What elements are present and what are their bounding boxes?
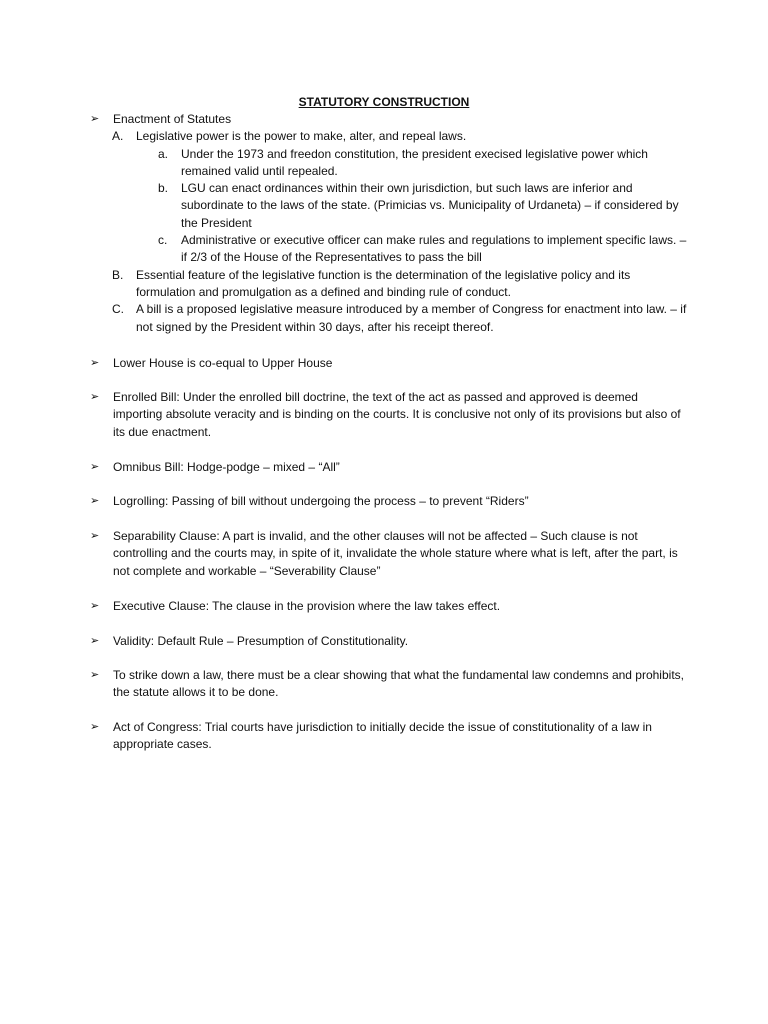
sublist-item-a: [90, 146, 690, 181]
arrow-bullet-icon: ➢: [90, 600, 100, 612]
sublist-item-text: Administrative or executive officer can make rules and regulations to implement specific laws. – if 2/3 of the House of the Representatives to pass the bill: [181, 233, 687, 265]
bullet-text: Enrolled Bill: Under the enrolled bill doctrine, the text of the act as passed and approved is deemed importing absolute veracity and is binding on the courts. It is conclusive not only of its provisions but also of its due enactment.: [113, 390, 681, 439]
list-item-a: [90, 128, 690, 145]
bullet-text: To strike down a law, there must be a clear showing that what the fundamental law condemns and prohibits, the statute allows it to be done.: [113, 668, 684, 700]
bullet-text: Lower House is co-equal to Upper House: [113, 356, 333, 370]
arrow-bullet-icon: ➢: [90, 721, 100, 733]
sublist-marker: c.: [158, 233, 168, 248]
bullet-text: Separability Clause: A part is invalid, and the other clauses will not be affected – Such clause is not controlling and the courts may, in spite of it, invalidate the whole stature where what is left, after the part, is not complete and workable – “Severability Clause”: [113, 529, 678, 578]
sublist-marker: a.: [158, 146, 169, 161]
sublist-item-text: Under the 1973 and freedon constitution, the president execised legislative power which remained valid until repealed.: [181, 146, 648, 178]
arrow-bullet-icon: ➢: [90, 635, 100, 647]
arrow-bullet-icon: ➢: [90, 113, 100, 125]
bullet-item-lower-house: [90, 355, 690, 372]
list-item-c: [90, 301, 690, 336]
sublist-item-b: [90, 180, 690, 232]
bullet-text: Omnibus Bill: Hodge-podge – mixed – “All”: [113, 460, 340, 474]
arrow-bullet-icon: ➢: [90, 391, 100, 403]
arrow-bullet-icon: ➢: [90, 461, 100, 473]
list-item-text: Essential feature of the legislative function is the determination of the legislative policy and its formulation and promulgation as a defined and binding rule of conduct.: [136, 267, 631, 299]
bullet-item-executive-clause: [90, 598, 690, 615]
list-marker: C.: [112, 302, 124, 317]
arrow-bullet-icon: ➢: [90, 669, 100, 681]
list-item-text: A bill is a proposed legislative measure introduced by a member of Congress for enactment into law. – if not signed by the President within 30 days, after his receipt thereof.: [136, 302, 687, 334]
list-item-text: Legislative power is the power to make, alter, and repeal laws.: [136, 129, 467, 144]
bullet-item-enrolled-bill: [90, 389, 690, 441]
bullet-text: Validity: Default Rule – Presumption of Constitutionality.: [113, 634, 409, 648]
document-title: STATUTORY CONSTRUCTION: [298, 95, 470, 109]
bullet-item-act-of-congress: [90, 719, 690, 754]
bullet-item-omnibus-bill: [90, 459, 690, 476]
arrow-bullet-icon: ➢: [90, 530, 100, 542]
bullet-text: Logrolling: Passing of bill without undergoing the process – to prevent “Riders”: [113, 494, 529, 508]
list-marker: A.: [112, 129, 124, 144]
bullet-item-logrolling: [90, 493, 690, 510]
bullet-text: Act of Congress: Trial courts have jurisdiction to initially decide the issue of constitutionality of a law in appropriate cases.: [113, 720, 652, 752]
sublist-marker: b.: [158, 181, 169, 196]
bullet-item-separability-clause: [90, 528, 690, 580]
bullet-text: Executive Clause: The clause in the provision where the law takes effect.: [113, 599, 501, 613]
enactment-heading: Enactment of Statutes: [113, 112, 232, 126]
bullet-item-enactment: [90, 111, 690, 128]
enactment-section: [90, 111, 690, 336]
list-marker: B.: [112, 267, 124, 282]
sublist-item-text: LGU can enact ordinances within their own jurisdiction, but such laws are inferior and subordinate to the laws of the state. (Primicias vs. Municipality of Urdaneta) – if considered by the President: [181, 181, 679, 230]
arrow-bullet-icon: ➢: [90, 357, 100, 369]
arrow-bullet-icon: ➢: [90, 495, 100, 507]
sublist-item-c: [90, 232, 690, 267]
bullet-item-validity: [90, 633, 690, 650]
list-item-b: [90, 267, 690, 302]
bullet-item-strike-down: [90, 667, 690, 702]
